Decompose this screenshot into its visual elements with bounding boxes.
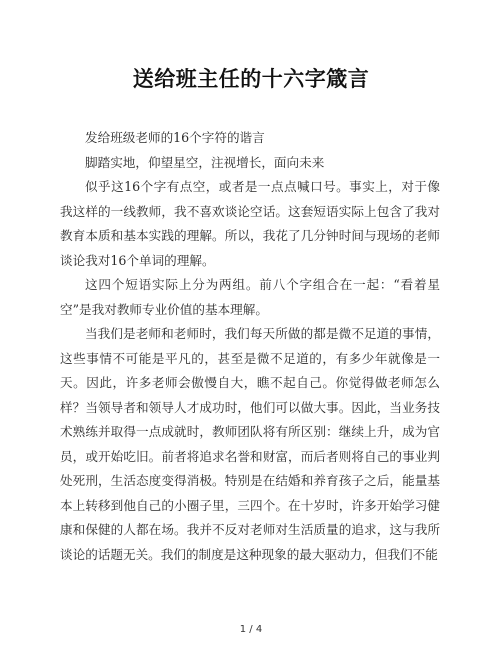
paragraph-subtitle: 发给班级老师的16个字符的谐言 [85,130,265,145]
page-number: 1 / 4 [239,624,263,635]
document-title: 送给班主任的十六字箴言 [132,66,370,91]
paragraph-intro: 似乎这16个字有点空，或者是一点点喊口号。事实上，对于像我这样的一线教师，我不喜欢谈论空话。这套短语实际上包含了我对教育本质和基本实践的理解。所以，我花了几分钟时间与现场的老师谈论我对16个单词的理解。 [60,179,440,268]
paragraph-motto: 脚踏实地，仰望星空，注视增长，面向未来 [85,154,325,170]
document-body [60,126,440,567]
paragraph-groups: 这四个短语实际上分为两组。前八个字组合在一起：“看着星空”是我对教师专业价值的基本理解。 [60,277,440,317]
paragraph-main: 当我们是老师和老师时，我们每天所做的都是微不足道的事情，这些事情不可能是平凡的，甚至是微不足道的，有多少年就像是一天。因此，许多老师会傲慢自大，瞧不起自己。你觉得做老师怎么样？当领导者和领导人才成功时，他们可以做大事。因此，当业务技术熟练并取得一点成就时，教师团队将有所区别：继续上升，成为官员，或开始吃旧。前者将追求名誉和财富，而后者则将自己的事业判处死刑，生活态度变得消极。特别是在结婚和养育孩子之后，能量基本上转移到他自己的小圈子里，三四个。在十岁时，许多开始学习健康和保健的人都在场。我并不反对老师对生活质量的追求，这与我所谈论的话题无关。我们的制度是这种现象的最大驱动力，但我们不能 [60,326,440,562]
